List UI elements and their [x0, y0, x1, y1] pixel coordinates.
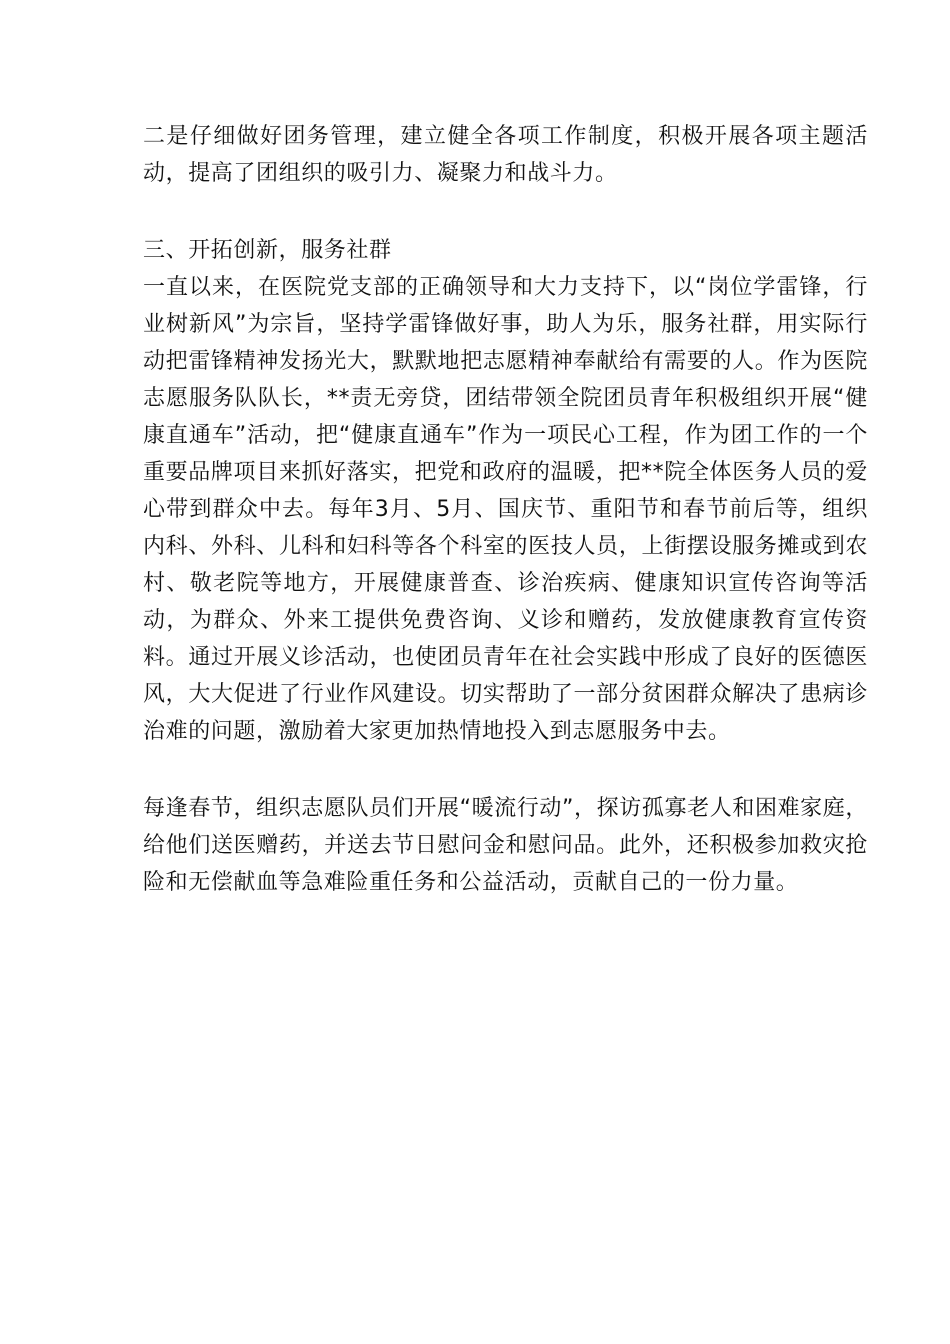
- paragraph-volunteer-service: 一直以来，在医院党支部的正确领导和大力支持下，以“岗位学雷锋，行业树新风”为宗旨，坚持学雷锋做好事，助人为乐，服务社群，用实际行动把雷锋精神发扬光大，默默地把志愿精神奉献给有需要的人。作为医院志愿服务队队长，**责无旁贷，团结带领全院团员青年积极组织开展“健康直通车”活动，把“健康直通车”作为一项民心工程，作为团工作的一个重要品牌项目来抓好落实，把党和政府的温暖，把**院全体医务人员的爱心带到群众中去。每年3月、5月、国庆节、重阳节和春节前后等，组织内科、外科、儿科和妇科等各个科室的医技人员，上街摆设服务摊或到农村、敬老院等地方，开展健康普查、诊治疾病、健康知识宣传咨询等活动，为群众、外来工提供免费咨询、义诊和赠药，发放健康教育宣传资料。通过开展义诊活动，也使团员青年在社会实践中形成了良好的医德医风，大大促进了行业作风建设。切实帮助了一部分贫困群众解决了患病诊治难的问题，激励着大家更加热情地投入到志愿服务中去。: [143, 275, 868, 744]
- paragraph-team-management: 二是仔细做好团务管理，建立健全各项工作制度，积极开展各项主题活动，提高了团组织的吸引力、凝聚力和战斗力。: [143, 124, 868, 186]
- document-body: [143, 118, 868, 901]
- section-heading: 三、开拓创新，服务社群: [143, 238, 392, 263]
- paragraph-spring-festival: 每逢春节，组织志愿队员们开展“暖流行动”，探访孤寡老人和困难家庭，给他们送医赠药，并送去节日慰问金和慰问品。此外，还积极参加救灾抢险和无偿献血等急难险重任务和公益活动，贡献自己的一份力量。: [143, 796, 868, 895]
